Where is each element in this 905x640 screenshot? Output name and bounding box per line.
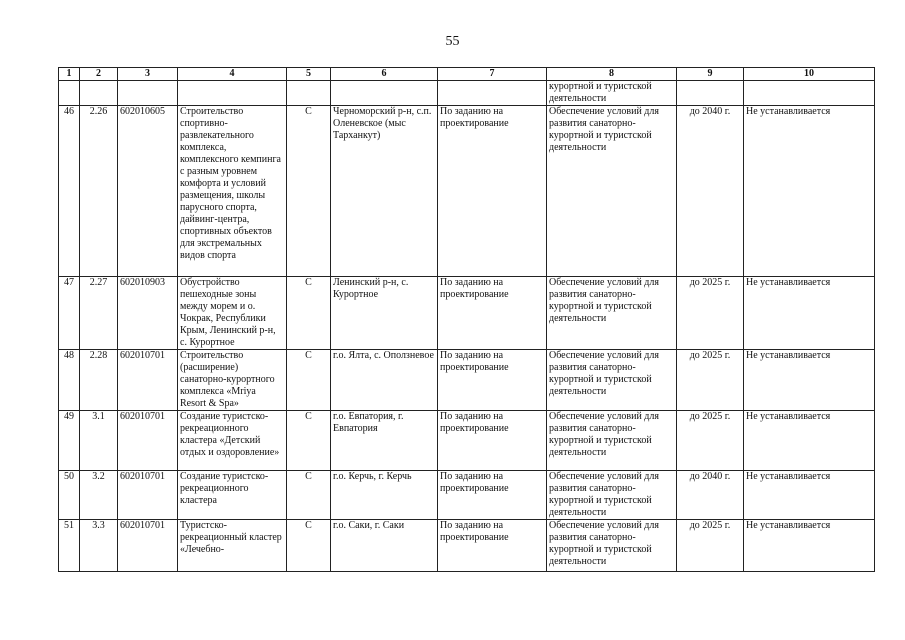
row-number: 46 (59, 106, 80, 277)
object-code: 602010701 (118, 471, 178, 520)
restriction-zone: Не устанавливается (744, 106, 875, 277)
deadline: до 2025 г. (677, 277, 744, 350)
header-cell: 2 (80, 68, 118, 81)
deadline: до 2025 г. (677, 350, 744, 411)
restriction-zone: Не устанавливается (744, 411, 875, 471)
object-name: Строительство (расширение) санаторно-курортного комплекса «Mriya Resort & Spa» (178, 350, 287, 411)
data-table (58, 67, 875, 572)
status-code: С (287, 471, 331, 520)
object-name: Строительство спортивно-развлекательного комплекса, комплексного кемпинга с разным уровнем комфорта и условий размещения, школы парусного спорта, дайвинг-центра, спортивных объектов для экстремальных видов спорта (178, 106, 287, 277)
purpose: Обеспечение условий для развития санаторно-курортной и туристской деятельности (547, 471, 677, 520)
table-cell (178, 81, 287, 106)
header-cell: 7 (438, 68, 547, 81)
purpose: Обеспечение условий для развития санаторно-курортной и туристской деятельности (547, 277, 677, 350)
table-row (59, 350, 875, 411)
header-cell: 6 (331, 68, 438, 81)
status-code: С (287, 106, 331, 277)
header-cell: 9 (677, 68, 744, 81)
header-cell: 3 (118, 68, 178, 81)
object-name: Создание туристско-рекреационного кластера «Детский отдых и оздоровление» (178, 411, 287, 471)
purpose: Обеспечение условий для развития санаторно-курортной и туристской деятельности (547, 350, 677, 411)
restriction-zone: Не устанавливается (744, 277, 875, 350)
characteristics: По заданию на проектирование (438, 350, 547, 411)
page-number: 55 (445, 34, 460, 49)
characteristics: По заданию на проектирование (438, 520, 547, 572)
table-cell (331, 81, 438, 106)
row-number: 47 (59, 277, 80, 350)
characteristics: По заданию на проектирование (438, 106, 547, 277)
row-number: 50 (59, 471, 80, 520)
table-row (59, 277, 875, 350)
object-name: Создание туристско-рекреационного кластера (178, 471, 287, 520)
row-number: 48 (59, 350, 80, 411)
characteristics: По заданию на проектирование (438, 277, 547, 350)
table-row (59, 520, 875, 572)
purpose: Обеспечение условий для развития санаторно-курортной и туристской деятельности (547, 520, 677, 572)
table-cell (287, 81, 331, 106)
item-code: 2.27 (80, 277, 118, 350)
object-code: 602010701 (118, 350, 178, 411)
object-name: Туристско-рекреационный кластер «Лечебно- (178, 520, 287, 572)
status-code: С (287, 411, 331, 471)
object-name: Обустройство пешеходные зоны между морем и о. Чокрак, Республики Крым, Ленинский р-н, с. Курортное (178, 277, 287, 350)
object-code: 602010701 (118, 411, 178, 471)
location: г.о. Евпатория, г. Евпатория (331, 411, 438, 471)
status-code: С (287, 277, 331, 350)
table-row (59, 411, 875, 471)
item-code: 3.3 (80, 520, 118, 572)
header-cell: 1 (59, 68, 80, 81)
purpose: Обеспечение условий для развития санаторно-курортной и туристской деятельности (547, 106, 677, 277)
table-row (59, 106, 875, 277)
table-cell (438, 81, 547, 106)
table-cell: курортной и туристской деятельности (547, 81, 677, 106)
item-code: 2.28 (80, 350, 118, 411)
table-cell (80, 81, 118, 106)
status-code: С (287, 520, 331, 572)
location: г.о. Ялта, с. Оползневое (331, 350, 438, 411)
header-cell: 10 (744, 68, 875, 81)
restriction-zone: Не устанавливается (744, 471, 875, 520)
item-code: 3.2 (80, 471, 118, 520)
status-code: С (287, 350, 331, 411)
continuation-row (59, 81, 875, 106)
deadline: до 2025 г. (677, 520, 744, 572)
deadline: до 2040 г. (677, 471, 744, 520)
location: г.о. Саки, г. Саки (331, 520, 438, 572)
table-cell (118, 81, 178, 106)
table-cell (744, 81, 875, 106)
item-code: 2.26 (80, 106, 118, 277)
row-number: 49 (59, 411, 80, 471)
location: Ленинский р-н, с. Курортное (331, 277, 438, 350)
deadline: до 2040 г. (677, 106, 744, 277)
table-cell (677, 81, 744, 106)
object-code: 602010605 (118, 106, 178, 277)
header-cell: 8 (547, 68, 677, 81)
deadline: до 2025 г. (677, 411, 744, 471)
header-cell: 5 (287, 68, 331, 81)
restriction-zone: Не устанавливается (744, 350, 875, 411)
row-number: 51 (59, 520, 80, 572)
object-code: 602010701 (118, 520, 178, 572)
location: Черноморский р-н, с.п. Оленевское (мыс Тарханкут) (331, 106, 438, 277)
header-cell: 4 (178, 68, 287, 81)
restriction-zone: Не устанавливается (744, 520, 875, 572)
characteristics: По заданию на проектирование (438, 411, 547, 471)
location: г.о. Керчь, г. Керчь (331, 471, 438, 520)
characteristics: По заданию на проектирование (438, 471, 547, 520)
purpose: Обеспечение условий для развития санаторно-курортной и туристской деятельности (547, 411, 677, 471)
table-row (59, 471, 875, 520)
object-code: 602010903 (118, 277, 178, 350)
table-cell (59, 81, 80, 106)
item-code: 3.1 (80, 411, 118, 471)
header-row (59, 68, 875, 81)
